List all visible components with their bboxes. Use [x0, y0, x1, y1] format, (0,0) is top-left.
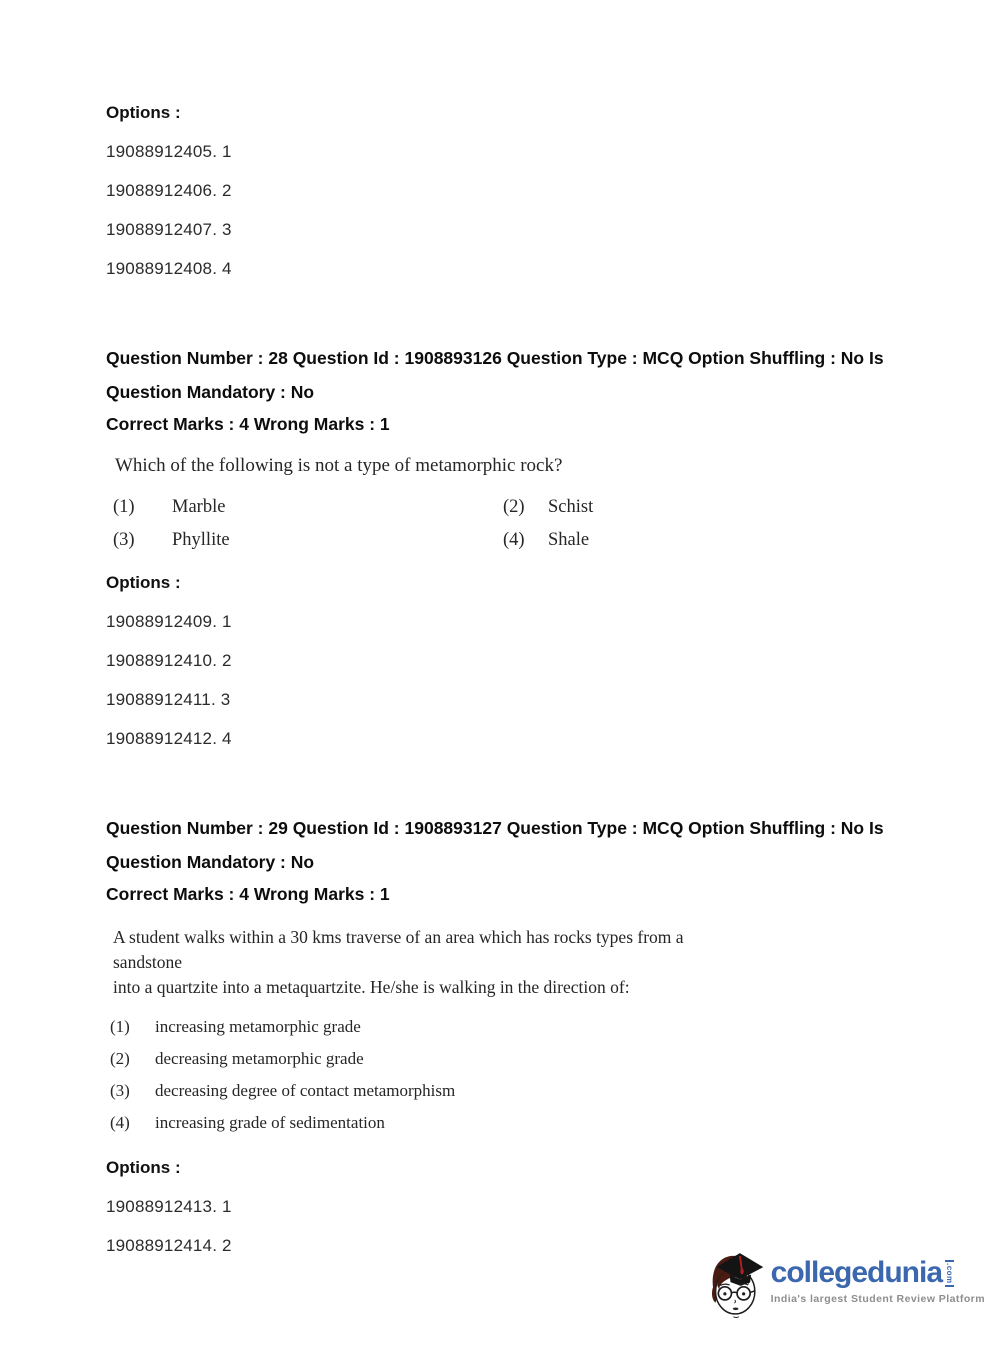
question-header: [106, 811, 926, 879]
brand-suffix: .com: [945, 1263, 955, 1284]
choice-row: [110, 1016, 961, 1038]
question-28: [106, 341, 961, 749]
choice-row: [113, 529, 961, 551]
option-id: 19088912412. 4: [106, 729, 232, 748]
choice-label: Schist: [548, 497, 594, 517]
choice-label: Phyllite: [172, 530, 230, 550]
choice-label: increasing metamorphic grade: [155, 1017, 361, 1036]
option-id: 19088912410. 2: [106, 651, 232, 670]
options-label: Options :: [106, 1158, 181, 1177]
question-marks: Correct Marks : 4 Wrong Marks : 1: [106, 414, 390, 434]
choice-number: (3): [110, 1081, 130, 1100]
previous-question-options: [106, 103, 961, 279]
question-header-line2: Question Mandatory : No: [106, 382, 315, 402]
choice-row: [110, 1080, 961, 1102]
question-choices: [106, 1016, 961, 1134]
option-id: 19088912406. 2: [106, 181, 232, 200]
choice-number: (3): [113, 530, 135, 550]
choice-row: [113, 496, 961, 518]
option-id: 19088912413. 1: [106, 1197, 232, 1216]
brand-suffix-rule-bottom: [945, 1285, 954, 1287]
choice-label: Shale: [548, 530, 590, 550]
brand-suffix-block: [945, 1260, 954, 1287]
question-header: [106, 341, 926, 409]
option-id: 19088912414. 2: [106, 1236, 232, 1255]
question-text: [106, 925, 746, 1000]
question-text-line2: into a quartzite into a metaquartzite. He/she is walking in the direction of:: [113, 977, 630, 997]
choice-label: decreasing metamorphic grade: [155, 1049, 364, 1068]
collegedunia-mascot-icon: [709, 1244, 767, 1324]
question-header-line1: Question Number : 28 Question Id : 1908893126 Question Type : MCQ Option Shuffling : No Is: [106, 348, 884, 368]
choice-number: (4): [503, 530, 525, 550]
brand-text-block: [771, 1244, 985, 1305]
question-text: Which of the following is not a type of metamorphic rock?: [115, 455, 563, 476]
choice-label: Marble: [172, 497, 226, 517]
option-id: 19088912411. 3: [106, 690, 231, 709]
option-id: 19088912405. 1: [106, 142, 232, 161]
question-29: [106, 811, 961, 1256]
question-header-line2: Question Mandatory : No: [106, 852, 315, 872]
choice-number: (4): [110, 1113, 130, 1132]
brand-name: collegedunia: [770, 1256, 943, 1289]
choice-label: increasing grade of sedimentation: [155, 1113, 385, 1132]
option-id: 19088912407. 3: [106, 220, 232, 239]
question-header-line1: Question Number : 29 Question Id : 1908893127 Question Type : MCQ Option Shuffling : No Is: [106, 818, 884, 838]
option-id: 19088912408. 4: [106, 259, 232, 278]
choice-number: (1): [113, 497, 135, 517]
collegedunia-logo: [709, 1244, 985, 1324]
options-label: Options :: [106, 573, 181, 592]
choice-number: (2): [503, 497, 525, 517]
question-marks: Correct Marks : 4 Wrong Marks : 1: [106, 884, 390, 904]
question-text-line1: A student walks within a 30 kms traverse of an area which has rocks types from a sandstone: [113, 927, 684, 972]
question-choices: [106, 496, 961, 551]
option-id: 19088912409. 1: [106, 612, 232, 631]
choice-row: [110, 1112, 961, 1134]
choice-number: (1): [110, 1017, 130, 1036]
options-label: Options :: [106, 103, 181, 122]
choice-number: (2): [110, 1049, 130, 1068]
choice-row: [110, 1048, 961, 1070]
choice-label: decreasing degree of contact metamorphism: [155, 1081, 456, 1100]
brand-tagline: India's largest Student Review Platform: [770, 1293, 985, 1305]
